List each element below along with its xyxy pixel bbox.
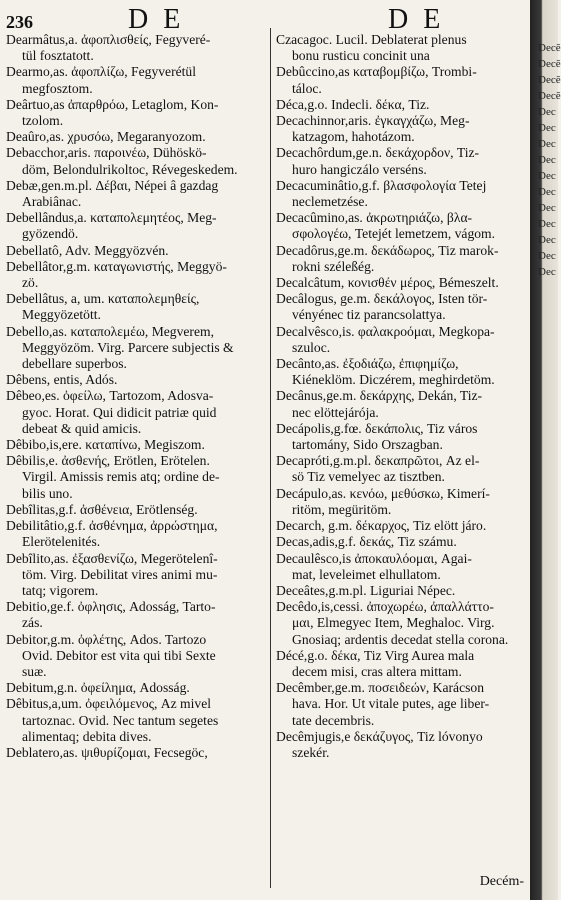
dictionary-entry-line: Debitio,ge.f. ὀφλησις, Adosság, Tarto- — [6, 599, 216, 615]
page-header — [0, 2, 530, 35]
dictionary-entry-line: Decêdo,is,cessi. ἀποχωρέω, ἀπαλλάττο- — [276, 599, 494, 615]
dictionary-line-continuation: ritöm, megüritöm. — [292, 501, 392, 517]
dictionary-entry-line: Dêbitus,a,um. ὀφειλόμενος, Az mivel — [6, 696, 212, 712]
dictionary-entry-line: Dêbibo,is,ere. καταπίνω, Megiszom. — [6, 437, 205, 453]
dictionary-line-continuation: tzolom. — [22, 113, 64, 129]
dictionary-entry-line: Decapróti,g.m.pl. δεκαπρῶτοι, Az el- — [276, 453, 480, 469]
dictionary-entry-line: Deceâtes,g.m.pl. Liguriai Népec. — [276, 582, 456, 598]
dictionary-entry-line: Dearmo,as. ἀφοπλίζω, Fegyverétül — [6, 64, 196, 80]
dictionary-entry-line: Debellândus,a. καταπολεμητέος, Meg- — [6, 210, 217, 226]
dictionary-entry-line: Decachôrdum,ge.n. δεκάχορδον, Tiz- — [276, 145, 480, 161]
dictionary-entry-line: Debellâtor,g.m. καταγωνιστής, Meggyö- — [6, 258, 227, 274]
dictionary-entry-line: Decânto,as. ἐξοδιάζω, ἐπιφημίζω, — [276, 356, 459, 372]
dictionary-line-continuation: suæ. — [22, 663, 47, 679]
dictionary-entry-line: Decacuminâtio,g.f. βλασφολογία Tetej — [276, 177, 487, 193]
edge-fragment: Dec — [538, 154, 556, 166]
dictionary-line-continuation: Kiéneklöm. Diczérem, meghirdetöm. — [292, 372, 495, 388]
dictionary-entry-line: Decaulêsco,is ἀποκαυλόομαι, Agai- — [276, 550, 472, 566]
dictionary-entry-line: Déca,g.o. Indecli. δέκα, Tiz. — [276, 96, 430, 112]
dictionary-line-continuation: töm. Virg. Debilitat vires animi mu- — [22, 566, 218, 582]
dictionary-entry-line: Decâlogus, ge.m. δεκάλογος, Isten tör- — [276, 291, 488, 307]
dictionary-entry-line: Dêbeo,es. ὀφείλω, Tartozom, Adosva- — [6, 388, 214, 404]
dictionary-line-continuation: mat, leveleimet elhullatom. — [292, 566, 441, 582]
dictionary-entry-line: Decápulo,as. κενόω, μεθύσκω, Kimerí- — [276, 485, 490, 501]
edge-fragment: Dec — [538, 250, 556, 262]
dictionary-line-continuation: huro hangiczálo verséns. — [292, 161, 427, 177]
dictionary-entry-line: Decarch, g.m. δέκαρχος, Tiz elött járo. — [276, 518, 487, 534]
dictionary-entry-line: Czacagoc. Lucil. Deblaterat plenus — [276, 32, 467, 47]
edge-fragment: Dec — [538, 138, 556, 150]
dictionary-line-continuation: decem misi, cras altera mittam. — [292, 663, 462, 679]
dictionary-entry-line: Debitor,g.m. ὀφλέτης, Ados. Tartozo — [6, 631, 207, 647]
dictionary-entry-line: Decacûmino,as. ἀκρωτηριάζω, βλα- — [276, 210, 473, 226]
dictionary-line-continuation: σφολογέω, Tetejét lemetzem, vágom. — [292, 226, 496, 242]
adjacent-page-edge — [530, 0, 561, 900]
dictionary-line-continuation: Ovid. Debitor est vita qui tibi Sexte — [22, 647, 216, 663]
dictionary-line-continuation: Virgil. Amissis remis atq; ordine de- — [22, 469, 220, 485]
dictionary-line-continuation: neclemetzése. — [292, 194, 368, 210]
dictionary-line-continuation: Arabiânac. — [22, 194, 82, 210]
dictionary-line-continuation: tartoznac. Ovid. Nec tantum segetes — [22, 712, 219, 728]
dictionary-line-continuation: gyözendö. — [22, 226, 79, 242]
edge-fragment: Dec — [538, 186, 556, 198]
dictionary-entry-line: Decânus,ge.m. δεκάρχης, Dekán, Tiz- — [276, 388, 483, 404]
dictionary-entry-line: Dearmâtus,a. ἀφοπλισθείς, Fegyveré- — [6, 32, 211, 47]
dictionary-entry-line: Decadôrus,ge.m. δεκάδωρος, Tiz marok- — [276, 242, 499, 258]
edge-fragment: Decẽ — [538, 74, 561, 86]
dictionary-entry-line: Decachinnor,aris. ἐγκαγχάζω, Meg- — [276, 113, 470, 129]
dictionary-line-continuation: szekér. — [292, 744, 330, 760]
dictionary-line-continuation: szuloc. — [292, 339, 331, 355]
dictionary-entry-line: Debellâtus, a, um. καταπολεμηθείς, — [6, 291, 200, 307]
edge-fragment: Dec — [538, 122, 556, 134]
dictionary-entry-line: Decas,adis,g.f. δεκάς, Tiz számu. — [276, 534, 457, 550]
dictionary-line-continuation: Gnosiaq; ardentis decedat stella corona. — [292, 631, 509, 647]
dictionary-entry-line: Debellatô, Adv. Meggyözvén. — [6, 242, 169, 258]
dictionary-entry-line: Debello,as. καταπολεμέω, Megverem, — [6, 323, 214, 339]
dictionary-line-continuation: vényénec tiz parancsolattya. — [292, 307, 446, 323]
page-number: 236 — [6, 12, 33, 32]
dictionary-line-continuation: hava. Hor. Ut vitale putes, age liber- — [292, 696, 490, 712]
dictionary-entry-line: Decápolis,g.fœ. δεκάπολις, Tiz város — [276, 420, 478, 436]
dictionary-line-continuation: Meggyözöm. Virg. Parcere subjectis & — [22, 339, 234, 355]
dictionary-entry-line: Decalvêsco,is. φαλακροόμαι, Megkopa- — [276, 323, 495, 339]
column-divider — [270, 28, 271, 888]
dictionary-line-continuation: sö Tiz vemelyec az tisztben. — [292, 469, 445, 485]
dictionary-entry-line: Decalcâtum, κονισθέν μέρος, Bémeszelt. — [276, 275, 499, 291]
dictionary-entry-line: Decêmjugis,e δεκάζυγος, Tiz lóvonyo — [276, 728, 483, 744]
dictionary-line-continuation: gyoc. Horat. Qui didicit patriæ quid — [22, 404, 217, 420]
dictionary-line-continuation: tatq; vigorem. — [22, 582, 99, 598]
dictionary-line-continuation: nec elöttejárója. — [292, 404, 379, 420]
dictionary-entry-line: Debitum,g.n. ὀφείλημα, Adosság. — [6, 680, 190, 696]
edge-fragment: Decẽ — [538, 58, 561, 70]
dictionary-line-continuation: tate decembris. — [292, 712, 375, 728]
dictionary-line-continuation: zás. — [22, 615, 43, 631]
edge-fragment: Dec — [538, 218, 556, 230]
dictionary-line-continuation: katzagom, hahotázom. — [292, 129, 415, 145]
dictionary-line-continuation: Meggyözetött. — [22, 307, 101, 323]
dictionary-entry-line: Deaûro,as. χρυσόω, Megaranyozom. — [6, 129, 206, 145]
section-letters-left: D E — [128, 4, 185, 35]
dictionary-line-continuation: rokni széleßég. — [292, 258, 375, 274]
dictionary-entry-line: Debacchor,aris. παροινέω, Dühöskö- — [6, 145, 207, 161]
dictionary-line-continuation: zö. — [22, 275, 39, 291]
dictionary-entry-line: Debilitâtio,g.f. ἀσθένημα, ἀρρώστημα, — [6, 518, 218, 534]
dictionary-line-continuation: tül fosztatott. — [22, 48, 94, 64]
edge-fragment: Decẽ — [538, 90, 561, 102]
dictionary-line-continuation: μαι, Elmegyec Item, Meghaloc. Virg. — [292, 615, 495, 631]
dictionary-line-continuation: debeat & quid amicis. — [22, 420, 142, 436]
edge-fragment: Decẽ — [538, 42, 561, 54]
dictionary-entry-line: Dêbilis,e. ἀσθενής, Erötlen, Erötelen. — [6, 453, 210, 469]
dictionary-line-continuation: bilis uno. — [22, 485, 73, 501]
dictionary-line-continuation: tartomány, Sido Orszagban. — [292, 437, 443, 453]
edge-fragment: Dec — [538, 202, 556, 214]
dictionary-entry-line: Debæ,gen.m.pl. Δέβαι, Népei â gazdag — [6, 177, 219, 193]
dictionary-entry-line: Decêmber,ge.m. ποσειδεών, Karácson — [276, 680, 484, 696]
dictionary-line-continuation: bonu rusticu concinit una — [292, 48, 430, 64]
edge-fragment: Dec — [538, 106, 556, 118]
dictionary-entry-line: Debûccino,as καταβομβίζω, Trombi- — [276, 64, 477, 80]
dictionary-entry-line: Debîlito,as. ἐξασθενίζω, Megerötelenî- — [6, 550, 218, 566]
dictionary-entry-line: Deblatero,as. ψιθυρίζομαι, Fecsegöc, — [6, 744, 208, 760]
dictionary-line-continuation: megfosztom. — [22, 80, 93, 96]
dictionary-entry-line: Deârtuo,as ἀπαρθρόω, Letaglom, Kon- — [6, 96, 219, 112]
catchword: Decém- — [479, 874, 524, 889]
dictionary-line-continuation: döm, Belondulrikoltoc, Révegeskedem. — [22, 161, 238, 177]
adjacent-page-text — [538, 40, 561, 280]
dictionary-line-continuation: alimentaq; debita dives. — [22, 728, 152, 744]
section-letters-right: D E — [388, 4, 445, 35]
dictionary-line-continuation: Elerötelenités. — [22, 534, 101, 550]
dictionary-line-continuation: táloc. — [292, 80, 322, 96]
dictionary-line-continuation: debellare superbos. — [22, 356, 127, 372]
left-column — [6, 32, 268, 761]
edge-fragment: Dec — [538, 266, 556, 278]
dictionary-entry-line: Dêbens, entis, Adós. — [6, 372, 118, 388]
edge-fragment: Dec — [538, 234, 556, 246]
right-column — [276, 32, 528, 761]
edge-fragment: Dec — [538, 170, 556, 182]
dictionary-entry-line: Décé,g.o. δέκα, Tiz Virg Aurea mala — [276, 647, 475, 663]
dictionary-entry-line: Debîlitas,g.f. ἀσθένεια, Erötlenség. — [6, 501, 198, 517]
